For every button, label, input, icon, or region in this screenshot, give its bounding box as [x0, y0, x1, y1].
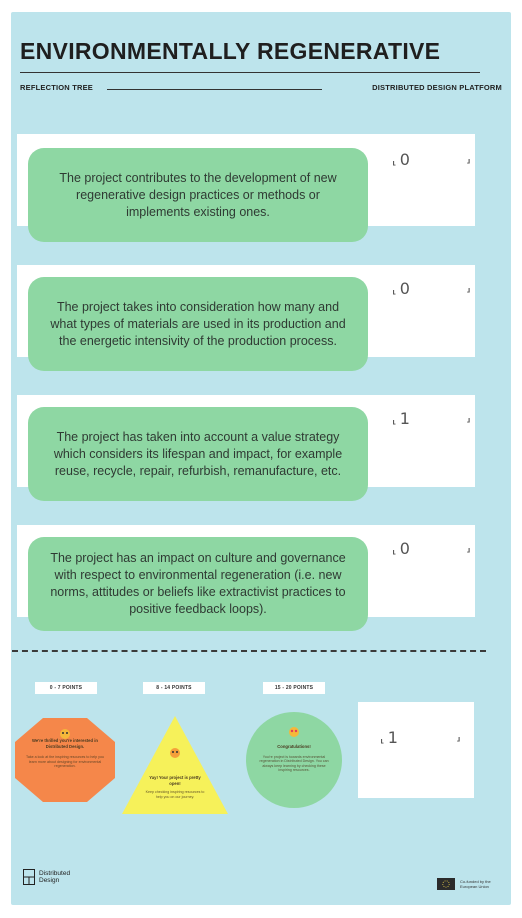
brace-right-icon: ⸥ [456, 729, 461, 743]
brace-right-icon: ⸥ [466, 151, 471, 165]
score-field[interactable] [392, 539, 410, 558]
shape-body: You're project is towards environmental regeneration in Distributed Design. You can always keep learning by checking these inspiring resources. [259, 754, 329, 773]
score-value: 0 [399, 539, 410, 558]
triangle-text [145, 775, 205, 799]
score-field[interactable] [392, 150, 410, 169]
shape-title: Congratulations! [277, 744, 311, 749]
emoji-heart-eye-icon [295, 730, 297, 732]
triangle-fill [122, 716, 228, 814]
circle-text [256, 744, 332, 773]
page-title: ENVIRONMENTALLY REGENERATIVE [20, 38, 441, 64]
emoji-heart-eye-icon [291, 730, 293, 732]
emoji-eye-icon [62, 732, 64, 734]
brace-right-icon: ⸥ [466, 540, 471, 554]
emoji-icon [170, 748, 180, 758]
octagon-text [24, 738, 106, 769]
question-bubble [28, 148, 368, 242]
eu-line: European Union [460, 884, 489, 889]
brace-right-icon: ⸥ [466, 410, 471, 424]
shape-body: Keep checking inspiring resources to help you on our journey. [145, 790, 205, 799]
brace-left-icon: ⸤ [392, 412, 397, 426]
total-score-value: 1 [387, 728, 398, 747]
range-label: 15 - 20 POINTS [263, 682, 325, 694]
question-text: The project has taken into account a value strategy which considers its lifespan and impact, for example reuse, recycle, repair, refurbish, remanufacture, etc. [53, 429, 343, 478]
eu-funding-text [460, 879, 498, 889]
question-text: The project contributes to the development of new regenerative design practices or methods or implements existing ones. [59, 170, 337, 219]
brace-left-icon: ⸤ [380, 731, 385, 745]
range-label: 8 - 14 POINTS [143, 682, 205, 694]
eu-flag-icon [437, 878, 455, 890]
subtitle-divider [107, 89, 322, 90]
question-text: The project has an impact on culture and governance with respect to environmental regeneration (i.e. new norms, attitudes or beliefs like extractivist practices to positive feedback loops). [50, 551, 346, 616]
question-bubble [28, 407, 368, 501]
emoji-eye-icon [66, 732, 68, 734]
eu-line: Co-funded by the [460, 879, 491, 884]
range-label: 0 - 7 POINTS [35, 682, 97, 694]
question-text: The project takes into consideration how many and what types of materials are used in its production and the energetic intensivity of the production process. [50, 299, 346, 348]
logo-line: Distributed [39, 870, 71, 877]
brace-right-icon: ⸥ [466, 280, 471, 294]
shape-title: Yay! Your project is pretty open! [149, 775, 201, 786]
score-value: 0 [399, 150, 410, 169]
total-score-card [358, 702, 474, 798]
question-bubble [28, 537, 368, 631]
emoji-eye-icon [176, 751, 178, 753]
emoji-icon [289, 727, 299, 737]
score-value: 0 [399, 279, 410, 298]
brace-left-icon: ⸤ [392, 282, 397, 296]
title-divider [20, 72, 480, 73]
logo-line: Design [39, 877, 60, 884]
question-bubble [28, 277, 368, 371]
brace-left-icon: ⸤ [392, 542, 397, 556]
score-field[interactable] [392, 279, 410, 298]
reflection-tree-label: REFLECTION TREE [20, 83, 94, 92]
brace-left-icon: ⸤ [392, 153, 397, 167]
shape-title: We're thrilled you're interested in Distributed Design. [32, 738, 98, 749]
emoji-eye-icon [172, 751, 174, 753]
shape-body: Take a look at the inspiring resources to help you learn more about designing for environmental regeneration. [26, 755, 104, 769]
logo-text [39, 870, 70, 884]
distributed-design-logo-icon [23, 869, 35, 885]
platform-label: DISTRIBUTED DESIGN PLATFORM [372, 83, 502, 92]
dashed-divider [12, 650, 486, 652]
total-score-field[interactable] [380, 728, 398, 747]
triangle-shape [122, 716, 228, 814]
score-field[interactable] [392, 409, 410, 428]
score-value: 1 [399, 409, 410, 428]
